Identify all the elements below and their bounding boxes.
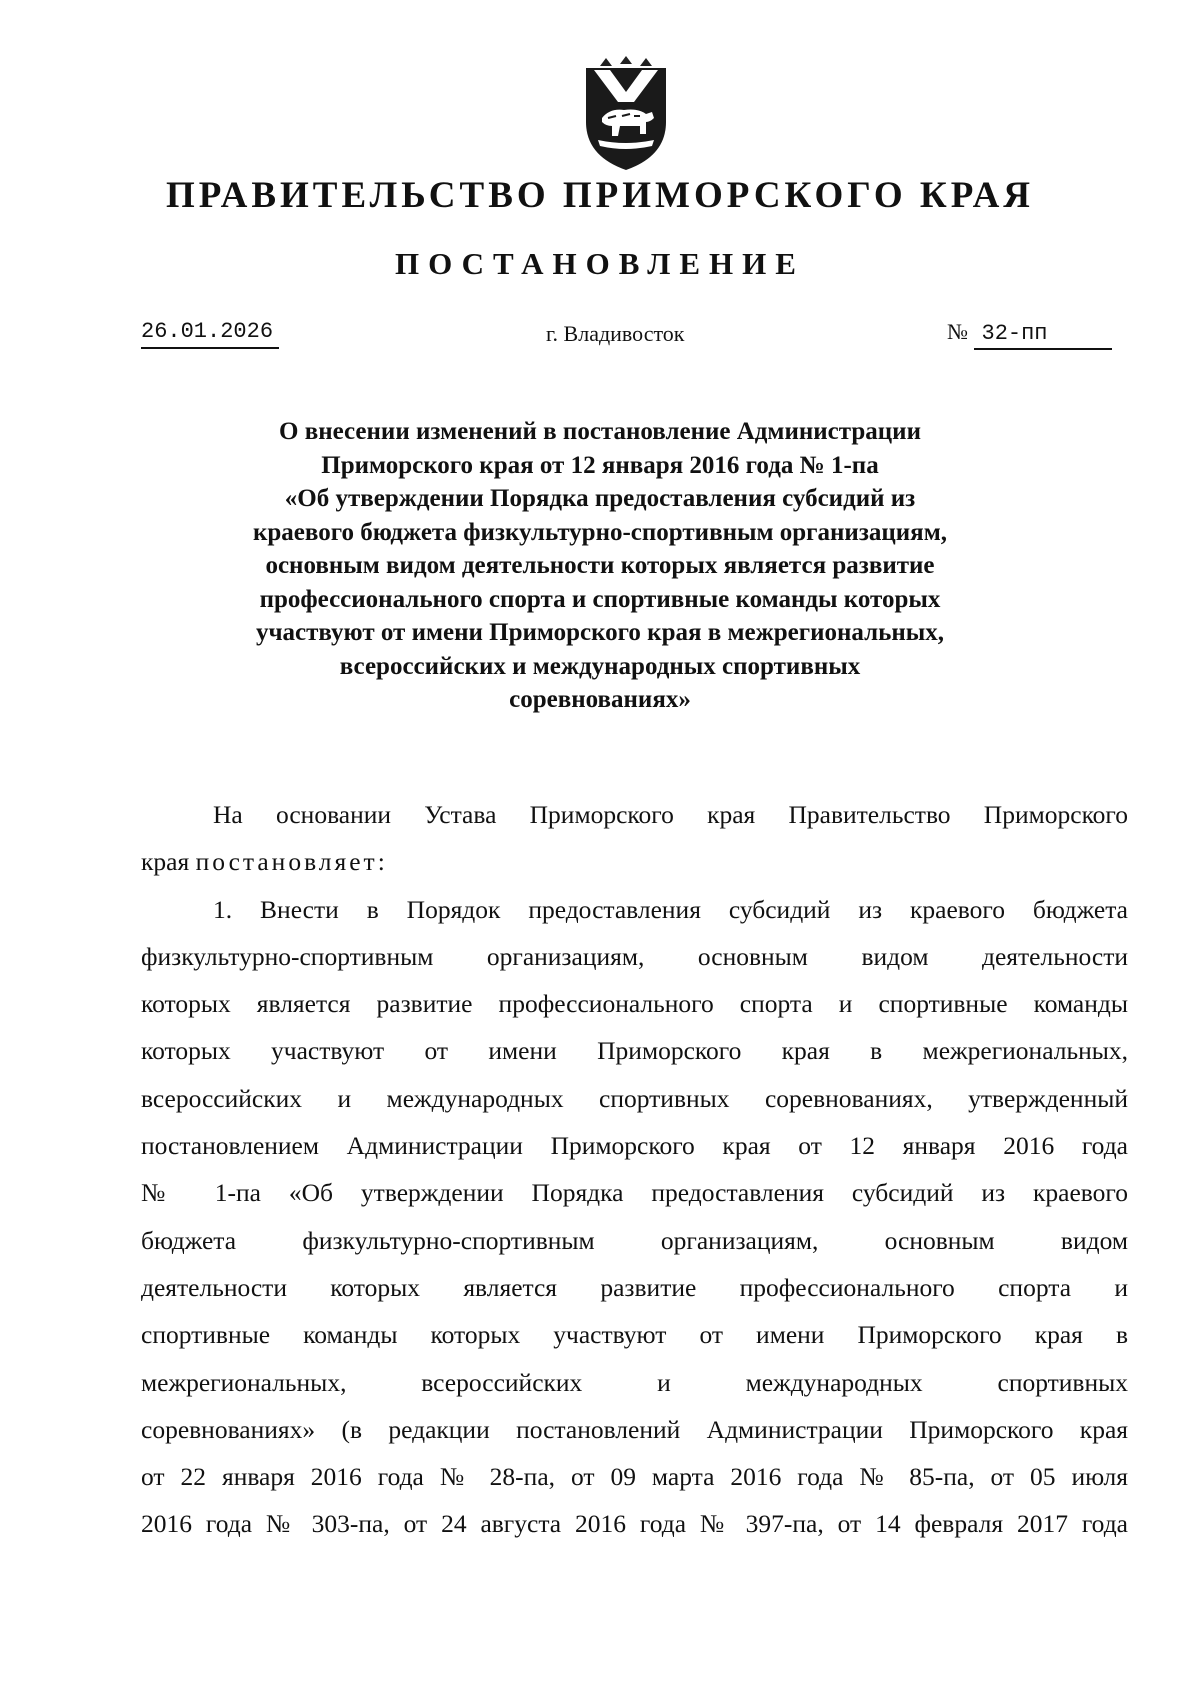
body-line: от 22 января 2016 года № 28-па, от 09 марта 2016 года № 85-па, от 05 июля — [141, 1462, 1128, 1492]
body-line: постановлением Администрации Приморского края от 12 января 2016 года — [141, 1131, 1128, 1161]
body-line: деятельности которых является развитие профессионального спорта и — [141, 1272, 1128, 1302]
heading-line: профессионального спорта и спортивные команды которых — [259, 585, 941, 613]
document-type: ПОСТАНОВЛЕНИЕ — [395, 246, 805, 281]
body-line: всероссийских и международных спортивных соревнованиях, утвержденный — [141, 1083, 1128, 1113]
body-line: которых участвуют от имени Приморского края в межрегиональных, — [141, 1036, 1128, 1066]
body-text-fragment: края — [141, 847, 196, 877]
body-line: На основании Устава Приморского края Правительство Приморского — [213, 800, 1128, 829]
heading-line: краевого бюджета физкультурно-спортивным организациям, — [252, 518, 947, 546]
body-line: спортивные команды которых участвуют от имени Приморского края в — [141, 1320, 1128, 1350]
heading-line: «Об утверждении Порядка предоставления субсидий из — [284, 485, 916, 512]
body-line: соревнованиях» (в редакции постановлений Администрации Приморского края — [141, 1414, 1128, 1444]
heading-line: Приморского края от 12 января 2016 года № 1-па — [321, 451, 879, 479]
body-line: которых является развитие профессионального спорта и спортивные команды — [141, 989, 1128, 1019]
document-heading — [200, 415, 1000, 717]
number-value: 32-пп — [974, 320, 1112, 350]
heading-line: участвуют от имени Приморского края в межрегиональных, — [255, 619, 945, 646]
primorsky-coat-of-arms-icon — [580, 56, 672, 172]
body-line: 2016 года № 303-па, от 24 августа 2016 года № 397-па, от 14 февраля 2017 года — [141, 1509, 1128, 1539]
document-city: г. Владивосток — [546, 321, 685, 346]
heading-line: О внесении изменений в постановление Администрации — [279, 418, 921, 445]
document-date: 26.01.2026 — [141, 318, 279, 349]
organization-title: ПРАВИТЕЛЬСТВО ПРИМОРСКОГО КРАЯ — [165, 175, 1035, 216]
body-line — [141, 838, 1128, 885]
heading-line: основным видом деятельности которых является развитие — [265, 552, 935, 579]
body-line: 1. Внести в Порядок предоставления субсидий из краевого бюджета — [213, 894, 1128, 924]
body-line: физкультурно-спортивным организациям, основным видом деятельности — [141, 941, 1128, 971]
body-line: бюджета физкультурно-спортивным организациям, основным видом — [141, 1225, 1128, 1255]
decree-word: постановляет: — [195, 847, 388, 877]
body-line: межрегиональных, всероссийских и международных спортивных — [141, 1367, 1128, 1397]
body-line: № 1-па «Об утверждении Порядка предоставления субсидий из краевого — [141, 1178, 1128, 1208]
document-number — [947, 318, 1112, 350]
document-body — [141, 791, 1128, 1548]
heading-line: соревнованиях» — [509, 686, 691, 713]
number-prefix: № — [947, 319, 968, 344]
heading-line: всероссийских и международных спортивных — [339, 652, 861, 680]
document-meta — [0, 318, 1200, 352]
